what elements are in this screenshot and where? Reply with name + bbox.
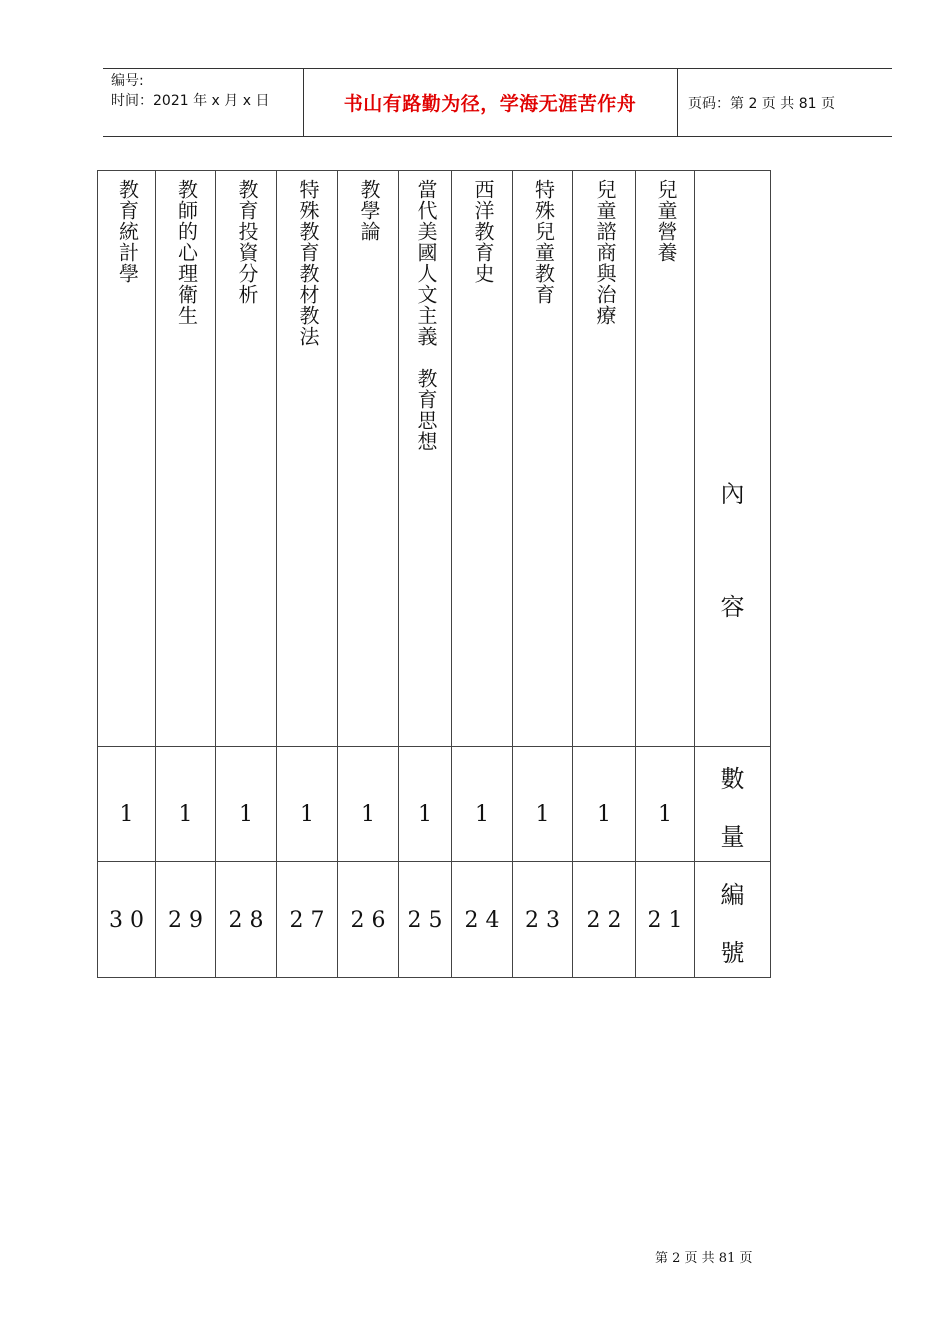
header-meta [103,69,304,136]
label-number-1: 編 [720,881,745,909]
number-cell: 24 [464,908,507,933]
label-qty-2: 量 [720,823,745,851]
number-cell: 29 [168,908,210,933]
row-label-column [695,171,770,977]
table-column [216,171,277,977]
number-cell: 26 [350,908,393,933]
content-cell: 兒童諮商與治療 [593,179,617,326]
page-code: 页码：第 2 页 共 81 页 [688,95,835,112]
quantity-cell: 1 [535,802,550,827]
time-label: 时间：2021 年 x 月 x 日 [111,93,270,109]
table-column [636,171,695,977]
content-cell: 兒童營養 [654,179,678,263]
number-cell: 22 [586,908,629,933]
content-cell: 當代美國人文主義 教育思想 [414,179,438,452]
header-motto-cell [303,69,678,136]
quantity-cell: 1 [658,802,672,827]
content-cell: 教育統計學 [115,179,140,284]
content-cell: 特殊兒童教育 [531,179,556,305]
number-cell: 27 [289,908,332,933]
page-header [103,68,892,137]
table-column [98,171,156,977]
number-cell: 23 [525,908,567,933]
content-cell: 特殊教育教材教法 [296,179,320,347]
book-list-table [97,170,771,978]
number-cell: 28 [228,908,271,933]
quantity-cell: 1 [119,802,134,827]
quantity-cell: 1 [597,802,611,827]
motto: 书山有路勤为径，学海无涯苦作舟 [343,93,637,115]
label-content-1: 內 [720,480,745,508]
serial-label: 编号: [111,73,144,89]
table-column [156,171,216,977]
number-cell: 30 [109,908,151,933]
table-column [277,171,338,977]
table-column [513,171,573,977]
label-number-2: 號 [720,939,745,967]
number-cell: 25 [407,908,450,933]
quantity-cell: 1 [178,802,193,827]
content-cell: 教師的心理衛生 [174,179,199,326]
label-qty-1: 數 [720,765,745,793]
table-column [338,171,399,977]
content-cell: 教學論 [357,179,381,242]
content-cell: 西洋教育史 [471,179,495,284]
quantity-cell: 1 [418,802,432,827]
quantity-cell: 1 [300,802,314,827]
content-cell: 教育投資分析 [235,179,259,305]
quantity-cell: 1 [239,802,253,827]
label-content-2: 容 [720,593,745,621]
header-page-cell [678,69,892,136]
table-column [399,171,452,977]
table-column [573,171,636,977]
quantity-cell: 1 [475,802,489,827]
quantity-cell: 1 [361,802,375,827]
number-cell: 21 [647,908,690,933]
table-column [452,171,513,977]
page-footer: 第 2 页 共 81 页 [655,1251,753,1266]
